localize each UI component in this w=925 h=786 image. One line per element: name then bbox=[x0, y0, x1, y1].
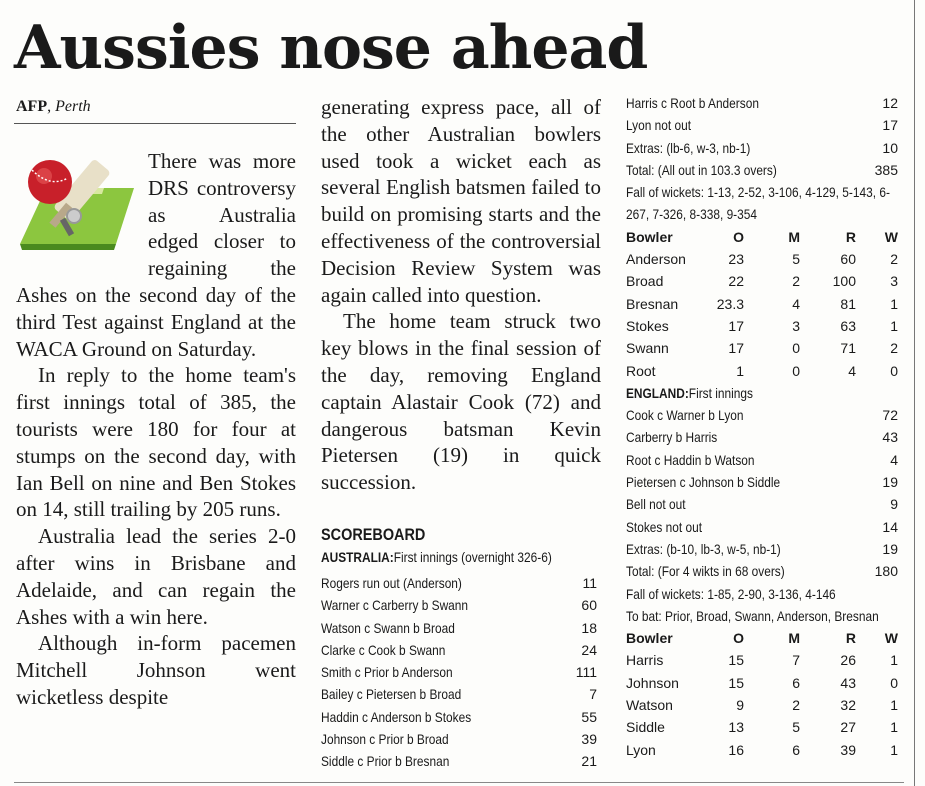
runs: 111 bbox=[575, 664, 597, 681]
article-column-2 bbox=[321, 94, 601, 496]
wickets: 3 bbox=[890, 273, 898, 290]
runs: 180 bbox=[874, 563, 898, 580]
batsman-name: Stokes not out bbox=[626, 518, 703, 535]
overs: 9 bbox=[736, 697, 744, 714]
batsman-name: Siddle c Prior b Bresnan bbox=[321, 753, 450, 770]
runs: 11 bbox=[582, 575, 597, 591]
scoreboard-column-3 bbox=[626, 92, 902, 761]
batsman-name: Johnson c Prior b Broad bbox=[321, 731, 449, 748]
maidens: 6 bbox=[792, 674, 800, 691]
runs-conceded: 60 bbox=[840, 251, 856, 268]
runs: 55 bbox=[581, 708, 597, 725]
batting-row bbox=[321, 572, 601, 594]
australia-bowling-table bbox=[626, 627, 902, 761]
australia-innings-sub: First innings (overnight 326-6) bbox=[393, 549, 552, 565]
runs: 19 bbox=[882, 474, 898, 491]
batting-row bbox=[321, 728, 601, 750]
wickets: 1 bbox=[890, 317, 898, 334]
australia-batting-part-1 bbox=[321, 572, 601, 773]
bowling-header-maidens: M bbox=[788, 630, 800, 647]
article-paragraph-3: Australia lead the series 2-0 after wins in Brisbane and Adelaide, and can regain the Ashes with a win here. bbox=[16, 524, 296, 629]
wickets: 1 bbox=[890, 697, 898, 714]
bowling-row bbox=[626, 649, 902, 671]
byline-place: Perth bbox=[55, 98, 91, 115]
article-paragraph-1: There was more DRS controversy as Australia edged closer to regaining the Ashes on the second day of the third Test against England at the WACA Ground on Saturday. bbox=[16, 149, 296, 361]
wickets: 1 bbox=[890, 741, 898, 758]
maidens: 4 bbox=[792, 295, 800, 312]
overs: 15 bbox=[728, 652, 744, 669]
batting-row bbox=[626, 516, 902, 538]
bowling-header-wickets: W bbox=[884, 630, 898, 647]
overs: 23.3 bbox=[716, 295, 744, 312]
batting-row bbox=[626, 92, 902, 114]
bowling-row bbox=[626, 360, 902, 382]
batsman-name: Watson c Swann b Broad bbox=[321, 619, 455, 636]
overs: 15 bbox=[728, 674, 744, 691]
bowling-header-maidens: M bbox=[788, 228, 800, 245]
overs: 13 bbox=[728, 719, 744, 736]
maidens: 2 bbox=[792, 697, 800, 714]
overs: 17 bbox=[728, 317, 744, 334]
batsman-name: Extras: (lb-6, w-3, nb-1) bbox=[626, 139, 751, 156]
batting-row bbox=[321, 683, 601, 705]
byline-rule bbox=[14, 123, 296, 124]
bowler-name: Root bbox=[626, 362, 656, 379]
bowling-header-wickets: W bbox=[884, 228, 898, 245]
maidens: 2 bbox=[792, 273, 800, 290]
runs: 12 bbox=[882, 95, 898, 111]
runs-conceded: 100 bbox=[832, 273, 856, 290]
article-paragraph-5: The home team struck two key blows in the final session of the day, removing England captain Alastair Cook (72) and dangerous batsman Kevin Pietersen (19) in quick succession. bbox=[321, 309, 601, 495]
batting-row bbox=[321, 661, 601, 683]
batting-row bbox=[321, 617, 601, 639]
batsman-name: Total: (For 4 wikts in 68 overs) bbox=[626, 563, 785, 580]
batting-row bbox=[626, 560, 902, 582]
batsman-name: Cook c Warner b Lyon bbox=[626, 407, 744, 424]
batsman-name: Bell not out bbox=[626, 496, 686, 513]
runs-conceded: 27 bbox=[840, 719, 856, 736]
runs-conceded: 39 bbox=[840, 741, 856, 758]
overs: 22 bbox=[728, 273, 744, 290]
bowling-row bbox=[626, 270, 902, 292]
maidens: 0 bbox=[792, 362, 800, 379]
wickets: 1 bbox=[890, 719, 898, 736]
batsman-name: Rogers run out (Anderson) bbox=[321, 575, 462, 591]
bowler-name: Stokes bbox=[626, 317, 669, 334]
runs-conceded: 4 bbox=[848, 362, 856, 379]
australia-innings-heading bbox=[321, 549, 602, 565]
runs: 4 bbox=[890, 451, 898, 468]
bowling-row bbox=[626, 739, 902, 761]
maidens: 7 bbox=[792, 652, 800, 669]
article-paragraph-4b: generating express pace, all of the other Australian bowlers used took a wicket each as several English batsmen failed to build on promising starts and the effectiveness of the controversial Decision Review System was again called into question. bbox=[321, 95, 601, 307]
runs: 24 bbox=[581, 641, 597, 658]
cricket-icon bbox=[16, 148, 148, 266]
batting-row bbox=[321, 750, 601, 772]
batsman-name: Extras: (b-10, lb-3, w-5, nb-1) bbox=[626, 540, 781, 557]
bowling-row bbox=[626, 716, 902, 738]
wickets: 2 bbox=[890, 340, 898, 357]
bowler-name: Harris bbox=[626, 652, 664, 669]
bowling-header-overs: O bbox=[733, 228, 744, 245]
wickets: 2 bbox=[890, 251, 898, 268]
bowling-row bbox=[626, 337, 902, 359]
bowling-header-bowler: Bowler bbox=[626, 630, 673, 647]
england-innings-heading bbox=[626, 382, 861, 404]
runs: 385 bbox=[874, 161, 898, 178]
maidens: 6 bbox=[792, 741, 800, 758]
runs-conceded: 63 bbox=[840, 317, 856, 334]
bowling-header-row bbox=[626, 226, 902, 248]
bowling-row bbox=[626, 694, 902, 716]
overs: 17 bbox=[728, 340, 744, 357]
batsman-name: Pietersen c Johnson b Siddle bbox=[626, 474, 781, 491]
australia-team-label: AUSTRALIA: bbox=[321, 549, 394, 565]
england-batting-table bbox=[626, 404, 902, 582]
runs: 60 bbox=[581, 597, 597, 614]
bowling-row bbox=[626, 248, 902, 270]
overs: 23 bbox=[728, 251, 744, 268]
runs: 17 bbox=[882, 117, 898, 134]
overs: 16 bbox=[728, 741, 744, 758]
bowling-header-bowler: Bowler bbox=[626, 228, 673, 245]
maidens: 5 bbox=[792, 251, 800, 268]
batting-row bbox=[321, 639, 601, 661]
bowler-name: Watson bbox=[626, 697, 673, 714]
batting-row bbox=[626, 471, 902, 493]
overs: 1 bbox=[736, 362, 744, 379]
batting-row bbox=[626, 493, 902, 515]
wickets: 1 bbox=[890, 652, 898, 669]
runs: 43 bbox=[882, 429, 898, 446]
batting-row bbox=[321, 594, 601, 616]
bowling-header-row bbox=[626, 627, 902, 649]
bowler-name: Johnson bbox=[626, 674, 679, 691]
runs: 19 bbox=[882, 540, 898, 557]
runs-conceded: 81 bbox=[840, 295, 856, 312]
bowler-name: Broad bbox=[626, 273, 664, 290]
bowling-header-overs: O bbox=[733, 630, 744, 647]
bowler-name: Swann bbox=[626, 340, 669, 357]
batsman-name: Carberry b Harris bbox=[626, 429, 718, 446]
batsman-name: Haddin c Anderson b Stokes bbox=[321, 708, 472, 725]
batsman-name: Total: (All out in 103.3 overs) bbox=[626, 161, 777, 178]
batting-row bbox=[626, 538, 902, 560]
batting-row bbox=[321, 706, 601, 728]
runs-conceded: 71 bbox=[840, 340, 856, 357]
headline: Aussies nose ahead bbox=[14, 13, 648, 83]
scoreboard-title: SCOREBOARD bbox=[321, 525, 426, 544]
runs: 7 bbox=[589, 686, 597, 703]
bowling-row bbox=[626, 293, 902, 315]
bowler-name: Siddle bbox=[626, 719, 665, 736]
batting-row bbox=[626, 159, 902, 181]
australia-batting-part-2 bbox=[626, 92, 902, 181]
batsman-name: Harris c Root b Anderson bbox=[626, 95, 759, 111]
column-divider bbox=[914, 0, 915, 786]
byline-agency: AFP bbox=[16, 98, 48, 115]
england-fall-of-wickets: Fall of wickets: 1-85, 2-90, 3-136, 4-146 bbox=[626, 585, 836, 602]
runs-conceded: 26 bbox=[840, 652, 856, 669]
maidens: 0 bbox=[792, 340, 800, 357]
bottom-rule bbox=[14, 782, 904, 783]
australia-fall-of-wickets: Fall of wickets: 1-13, 2-52, 3-106, 4-129, 5-143, 6-267, 7-326, 8-338, 9-354 bbox=[626, 184, 890, 223]
runs: 14 bbox=[882, 518, 898, 535]
bowling-header-runs: R bbox=[845, 228, 856, 245]
bowling-row bbox=[626, 672, 902, 694]
bowler-name: Bresnan bbox=[626, 295, 679, 312]
runs-conceded: 32 bbox=[840, 697, 856, 714]
bowling-header-runs: R bbox=[845, 630, 856, 647]
batsman-name: Clarke c Cook b Swann bbox=[321, 641, 446, 658]
england-innings-sub: First innings bbox=[688, 384, 753, 401]
bowler-name: Lyon bbox=[626, 741, 656, 758]
england-team-label: ENGLAND: bbox=[626, 384, 689, 401]
batsman-name: Lyon not out bbox=[626, 117, 692, 134]
batsman-name: Warner c Carberry b Swann bbox=[321, 597, 469, 614]
batting-row bbox=[626, 404, 902, 426]
england-to-bat: To bat: Prior, Broad, Swann, Anderson, Bresnan bbox=[626, 607, 879, 624]
wickets: 1 bbox=[890, 295, 898, 312]
runs: 9 bbox=[890, 496, 898, 513]
batsman-name: Bailey c Pietersen b Broad bbox=[321, 686, 462, 703]
runs: 21 bbox=[581, 753, 597, 770]
byline: AFP, Perth bbox=[16, 98, 91, 115]
maidens: 5 bbox=[792, 719, 800, 736]
runs: 18 bbox=[581, 619, 597, 636]
bowling-row bbox=[626, 315, 902, 337]
article-column-1 bbox=[16, 148, 296, 711]
wickets: 0 bbox=[890, 674, 898, 691]
maidens: 3 bbox=[792, 317, 800, 334]
batting-row bbox=[626, 426, 902, 448]
batting-row bbox=[626, 137, 902, 159]
runs: 39 bbox=[581, 731, 597, 748]
runs-conceded: 43 bbox=[840, 674, 856, 691]
batting-row bbox=[626, 114, 902, 136]
batsman-name: Root c Haddin b Watson bbox=[626, 451, 755, 468]
runs: 10 bbox=[882, 139, 898, 156]
batting-row bbox=[626, 449, 902, 471]
batsman-name: Smith c Prior b Anderson bbox=[321, 664, 453, 681]
wickets: 0 bbox=[890, 362, 898, 379]
bowler-name: Anderson bbox=[626, 251, 686, 268]
runs: 72 bbox=[882, 407, 898, 424]
article-paragraph-4a: Although in-form pacemen Mitchell Johnson went wicketless despite bbox=[16, 631, 296, 709]
england-bowling-table bbox=[626, 226, 902, 382]
article-paragraph-2: In reply to the home team's first innings total of 385, the tourists were 180 for four at stumps on the second day, with Ian Bell on nine and Ben Stokes on 14, still trailing by 205 runs. bbox=[16, 363, 296, 522]
